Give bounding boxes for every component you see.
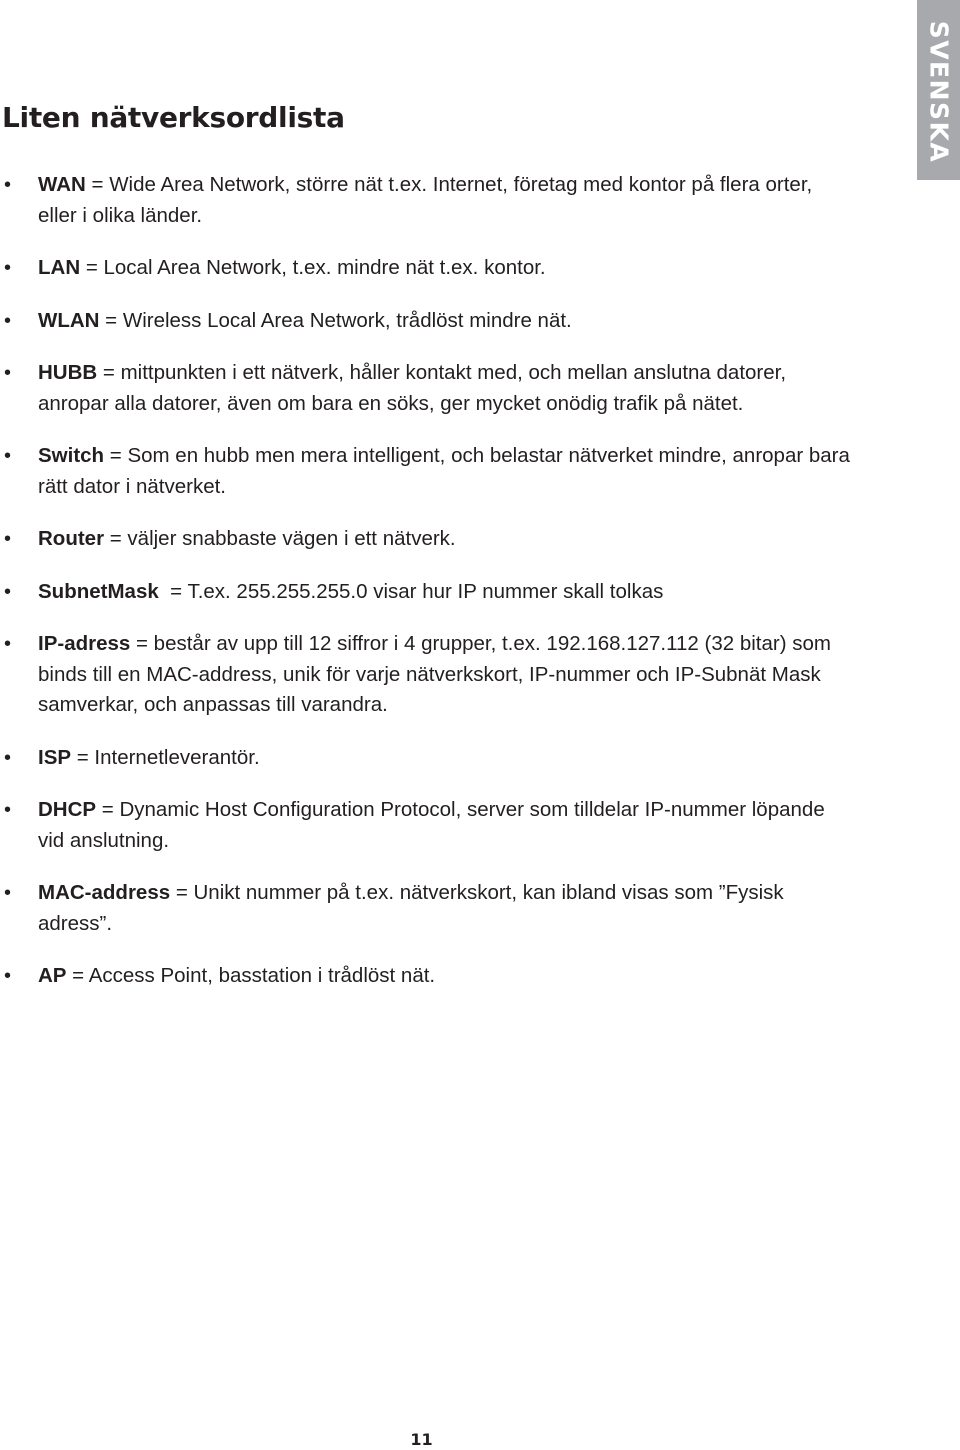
bullet-icon: •	[4, 309, 12, 332]
glossary-entry-ip-adress	[0, 629, 850, 721]
glossary-definition: = Som en hubb men mera intelligent, och belastar nätverket mindre, anropar bara rätt dator i nätverket.	[38, 444, 850, 498]
glossary-definition: = Dynamic Host Configuration Protocol, server som tilldelar IP-nummer löpande vid anslutning.	[38, 798, 825, 852]
bullet-icon: •	[4, 580, 12, 603]
page-number: 11	[410, 1430, 433, 1449]
glossary-term: Switch	[38, 444, 105, 467]
glossary-definition: = Access Point, basstation i trådlöst nät.	[66, 964, 436, 987]
glossary-term: LAN	[38, 256, 81, 279]
glossary-entry-mac-address	[0, 878, 850, 939]
bullet-icon: •	[4, 882, 12, 904]
language-tab-label: SVENSKA	[924, 20, 953, 164]
glossary-definition: = mittpunkten i ett nätverk, håller kontakt med, och mellan anslutna datorer, anropar alla datorer, även om bara en söks, ger mycket onödig trafik på nätet.	[38, 361, 787, 415]
glossary-entry-subnetmask	[0, 577, 850, 608]
glossary-entry-wlan	[0, 306, 850, 337]
glossary-term: WLAN	[38, 308, 100, 332]
glossary-list	[0, 170, 850, 1014]
bullet-icon: •	[4, 257, 12, 279]
glossary-definition: = Internetleverantör.	[71, 745, 260, 769]
bullet-icon: •	[4, 965, 12, 987]
glossary-entry-ap	[0, 961, 850, 992]
glossary-term: Router	[38, 527, 105, 550]
glossary-term: ISP	[38, 745, 72, 769]
glossary-entry-lan	[0, 253, 850, 284]
bullet-icon: •	[4, 633, 12, 655]
glossary-definition: = Wide Area Network, större nät t.ex. Internet, företag med kontor på flera orter, eller i olika länder.	[38, 173, 813, 227]
glossary-term: HUBB	[38, 361, 98, 384]
glossary-definition: = Unikt nummer på t.ex. nätverkskort, kan ibland visas som ”Fysisk adress”.	[38, 881, 784, 935]
glossary-entry-hubb	[0, 358, 850, 419]
glossary-term: DHCP	[38, 798, 97, 821]
bullet-icon: •	[4, 362, 12, 384]
glossary-entry-wan	[0, 170, 850, 231]
glossary-entry-switch	[0, 441, 850, 502]
bullet-icon: •	[4, 174, 12, 196]
glossary-term: IP-adress	[38, 632, 131, 655]
bullet-icon: •	[4, 799, 12, 821]
glossary-definition: = Local Area Network, t.ex. mindre nät t.ex. kontor.	[80, 256, 546, 279]
glossary-definition: = består av upp till 12 siffror i 4 grupper, t.ex. 192.168.127.112 (32 bitar) som binds till en MAC-address, unik för varje nätverkskort, IP-nummer och IP-Subnät Mask samverkar, och anpassas till varandra.	[38, 632, 831, 716]
glossary-entry-isp	[0, 743, 850, 774]
glossary-definition: = T.ex. 255.255.255.0 visar hur IP nummer skall tolkas	[158, 579, 664, 603]
bullet-icon: •	[4, 445, 12, 467]
page-title: Liten nätverksordlista	[2, 101, 345, 134]
glossary-term: SubnetMask	[38, 579, 159, 603]
glossary-entry-router	[0, 524, 850, 555]
glossary-entry-dhcp	[0, 795, 850, 856]
glossary-term: AP	[38, 964, 67, 987]
bullet-icon: •	[4, 746, 12, 769]
language-tab	[917, 0, 960, 180]
bullet-icon: •	[4, 528, 12, 550]
glossary-definition: = väljer snabbaste vägen i ett nätverk.	[104, 527, 456, 550]
glossary-term: WAN	[38, 173, 86, 196]
glossary-term: MAC-address	[38, 881, 171, 904]
glossary-definition: = Wireless Local Area Network, trådlöst mindre nät.	[99, 308, 572, 332]
